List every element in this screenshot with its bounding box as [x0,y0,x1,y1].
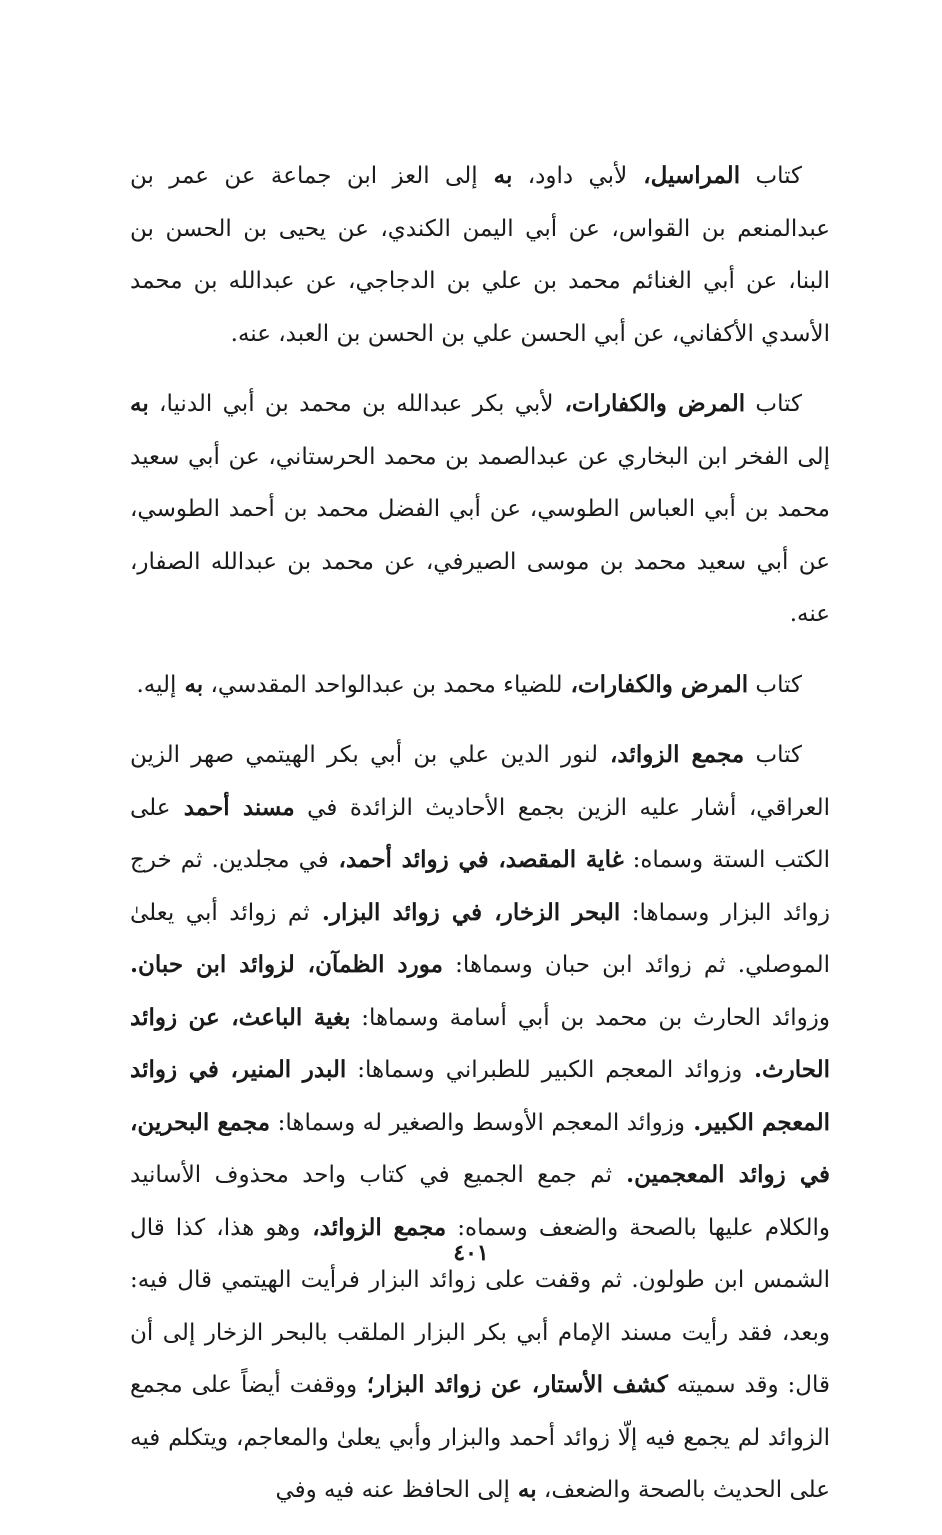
bold-title-span: البدر المنير، في زوائد المعجم الكبير. [130,1056,830,1136]
text-span: كتاب [745,391,802,417]
text-span: كتاب [740,163,802,189]
bold-title-span: المرض والكفارات، [562,670,749,698]
bold-title-span: المرض والكفارات، [553,390,746,417]
paragraph-marad-ibn-abi-dunya [130,378,830,641]
bold-title-span: مجمع الزوائد، [300,1213,447,1241]
text-span: لأبي بكر عبدالله بن محمد بن أبي الدنيا، [148,391,554,417]
text-span: ثم جمع الجميع في كتاب واحد محذوف الأسانيد والكلام عليها بالصحة والضعف وسماه: [130,1162,831,1241]
text-span: على الكتب الستة وسماه: [130,794,830,873]
text-span: وزوائد المعجم الكبير للطبراني وسماها: [346,1057,743,1083]
text-span: كتاب [744,742,802,768]
bold-title-span: غاية المقصد، في زوائد أحمد، [328,846,624,873]
text-span: إلى الفخر ابن البخاري عن عبدالصمد بن محمد الحرستاني، عن أبي سعيد محمد بن أبي العباس الطوسي، عن أبي الفضل محمد بن أحمد الطوسي، عن أبي سعيد محمد بن موسى الصيرفي، عن محمد بن عبدالله الصفار، عنه. [130,443,830,627]
text-span: وهو هذا، كذا قال الشمس ابن طولون. ثم وقفت على زوائد البزار فرأيت الهيتمي قال فيه: وبعد، فقد رأيت مسند الإمام أبي بكر البزار الملقب بالبحر الزخار إلى أن قال: وقد سميته [130,1214,830,1398]
bold-title-span: كشف الأستار، عن زوائد البزار؛ [357,1371,668,1398]
text-span: إلى الحافظ عنه فيه وفي [275,1477,510,1503]
bold-title-span: مورد الظمآن، لزوائد ابن حبان. [130,951,443,978]
bold-title-span: به [130,390,149,417]
page-body [130,150,830,1535]
paragraph-marad-diya [130,659,830,712]
text-span: لأبي داود، [512,163,628,189]
text-span: كتاب [748,671,802,698]
page-number: ٤٠١ [453,1240,489,1266]
bold-title-span: به [477,162,513,189]
bold-title-span: المراسيل، [627,162,741,189]
text-span: وزوائد الحارث بن محمد بن أبي أسامة وسماها: [350,1004,830,1031]
text-span: إلى العز ابن جماعة عن عمر بن عبدالمنعم بن القواس، عن أبي اليمن الكندي، عن يحيى بن الحسن بن البنا، عن أبي الغنائم محمد بن علي بن الدجاجي، عن عبدالله بن محمد الأسدي الأكفاني، عن أبي الحسن علي بن الحسن بن العبد، عنه. [130,163,830,347]
bold-title-span: به [176,670,204,698]
bold-title-span: بغية الباعث، عن زوائد الحارث. [130,1003,830,1083]
text-span: لنور الدين علي بن أبي بكر الهيتمي صهر الزين العراقي، أشار عليه الزين بجمع الأحاديث الزائدة في [130,742,831,821]
text-span: في مجلدين. ثم خرج زوائد البزار وسماها: [130,847,831,926]
bold-title-span: به [509,1476,537,1503]
text-span: ووقفت أيضاً على مجمع الزوائد لم يجمع فيه إلّا زوائد أحمد والبزار وأبي يعلىٰ والمعاجم، ويتكلم فيه على الحديث بالصحة والضعف، [130,1372,830,1503]
text-span: وزوائد المعجم الأوسط والصغير له وسماها: [270,1109,685,1136]
bold-title-span: مسند أحمد [170,793,295,821]
bold-title-span: مجمع البحرين، في زوائد المعجمين. [130,1108,830,1188]
text-span: ثم زوائد أبي يعلىٰ الموصلي. ثم زوائد ابن حبان وسماها: [130,899,831,978]
bold-title-span: البحر الزخار، في زوائد البزار. [309,898,621,926]
paragraph-marasil [130,150,830,360]
paragraph-majma-zawaid [130,729,830,1517]
bold-title-span: مجمع الزوائد، [597,741,745,768]
text-span: للضياء محمد بن عبدالواحد المقدسي، [203,671,563,698]
text-span: إليه. [136,671,177,698]
